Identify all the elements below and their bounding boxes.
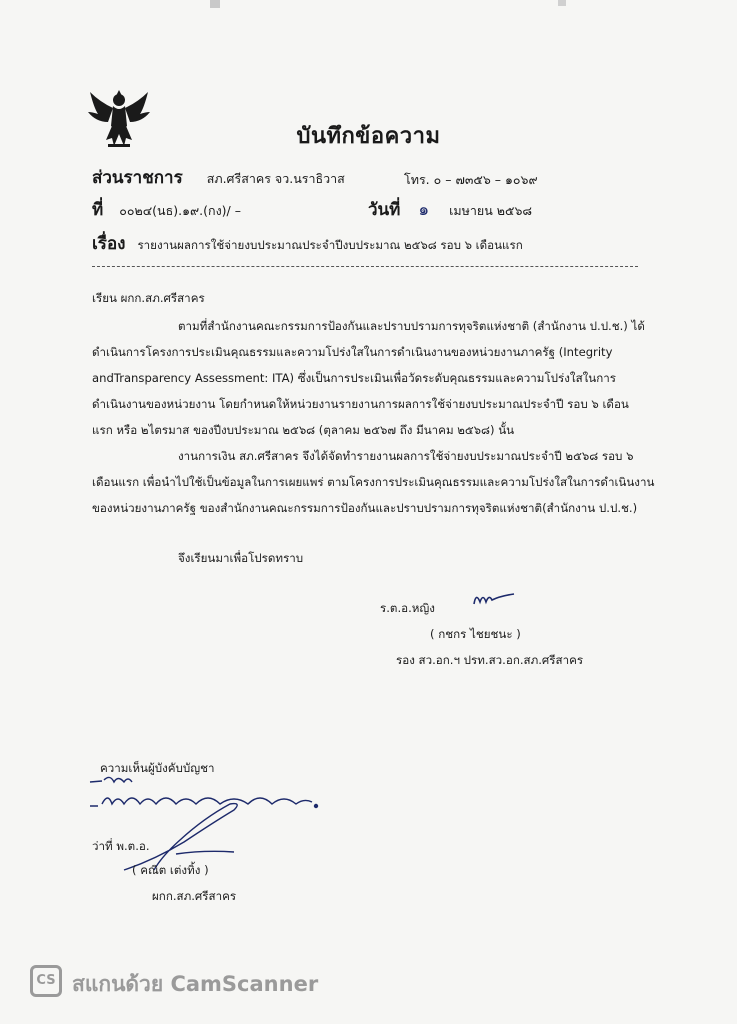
date-label: วันที่ — [368, 200, 401, 220]
reference-value: ๐๐๒๔(นธ).๑๙.(กง)/ – — [119, 203, 241, 218]
paragraph-line: ตามที่สำนักงานคณะกรรมการป้องกันและปราบปรามการทุจริตแห่งชาติ (สำนักงาน ป.ป.ช.) ได้ — [178, 319, 645, 333]
camscanner-watermark: สแกนด้วย CamScanner — [72, 972, 319, 996]
signer-name: ( กชกร ไชยชนะ ) — [430, 627, 521, 641]
salutation: เรียน ผกก.สภ.ศรีสาคร — [92, 291, 205, 305]
scan-artifact — [558, 0, 566, 6]
commander-opinion-label: ความเห็นผู้บังคับบัญชา — [100, 761, 215, 775]
commander-position: ผกก.สภ.ศรีสาคร — [152, 889, 237, 903]
phone-number: โทร. ๐ – ๗๓๕๖ – ๑๐๖๙ — [404, 172, 538, 187]
date-month-year: เมษายน ๒๕๖๘ — [449, 203, 533, 218]
acting-rank: ว่าที่ พ.ต.อ. — [92, 839, 150, 853]
subject-label: เรื่อง — [92, 234, 126, 254]
date-day: ๑ — [418, 200, 430, 220]
signature-icon — [470, 590, 530, 610]
camscanner-logo-icon: CS — [30, 965, 62, 997]
closing-line: จึงเรียนมาเพื่อโปรดทราบ — [178, 551, 304, 565]
paragraph-line: ของหน่วยงานภาครัฐ ของสำนักงานคณะกรรมการป้องกันและปราบปรามการทุจริตแห่งชาติ(สำนักงาน ป.ป.ช.) — [92, 501, 638, 515]
paragraph-line: งานการเงิน สภ.ศรีสาคร จึงได้จัดทำรายงานผลการใช้จ่ายงบประมาณประจำปี ๒๕๖๘ รอบ ๖ — [178, 449, 634, 463]
scan-artifact — [210, 0, 220, 8]
department-row — [92, 164, 345, 191]
paragraph-line: andTransparency Assessment: ITA) ซึ่งเป็นการประเมินเพื่อวัดระดับคุณธรรมและความโปร่งใสในการ — [92, 371, 616, 385]
reference-row — [92, 196, 241, 223]
department-value: สภ.ศรีสาคร จว.นราธิวาส — [206, 171, 345, 186]
signer-position: รอง สว.อก.ฯ ปรท.สว.อก.สภ.ศรีสาคร — [396, 653, 584, 667]
paragraph-line: แรก หรือ ๒ไตรมาส ของปีงบประมาณ ๒๕๖๘ (ตุลาคม ๒๕๖๗ ถึง มีนาคม ๒๕๖๘) นั้น — [92, 423, 515, 437]
paragraph-line: ดำเนินการโครงการประเมินคุณธรรมและความโปร่งใสในการดำเนินงานของหน่วยงานภาครัฐ (Integrity — [92, 345, 613, 359]
department-label: ส่วนราชการ — [92, 168, 183, 188]
date-row — [368, 196, 532, 223]
reference-label: ที่ — [92, 200, 104, 220]
subject-value: รายงานผลการใช้จ่ายงบประมาณประจำปีงบประมาณ ๒๕๖๘ รอบ ๖ เดือนแรก — [137, 238, 523, 252]
memo-title: บันทึกข้อความ — [296, 124, 441, 149]
paragraph-line: ดำเนินงานของหน่วยงาน โดยกำหนดให้หน่วยงานรายงานการผลการใช้จ่ายงบประมาณประจำปี รอบ ๖ เดือน — [92, 397, 629, 411]
commander-name: ( คณิต เต่งทิ้ง ) — [132, 863, 209, 877]
signer-rank: ร.ต.อ.หญิง — [380, 601, 435, 615]
subject-row — [92, 230, 523, 257]
header-divider — [92, 266, 638, 267]
paragraph-line: เดือนแรก เพื่อนำไปใช้เป็นข้อมูลในการเผยแพร่ ตามโครงการประเมินคุณธรรมและความโปร่งใสในการดำเนินงาน — [92, 475, 655, 489]
